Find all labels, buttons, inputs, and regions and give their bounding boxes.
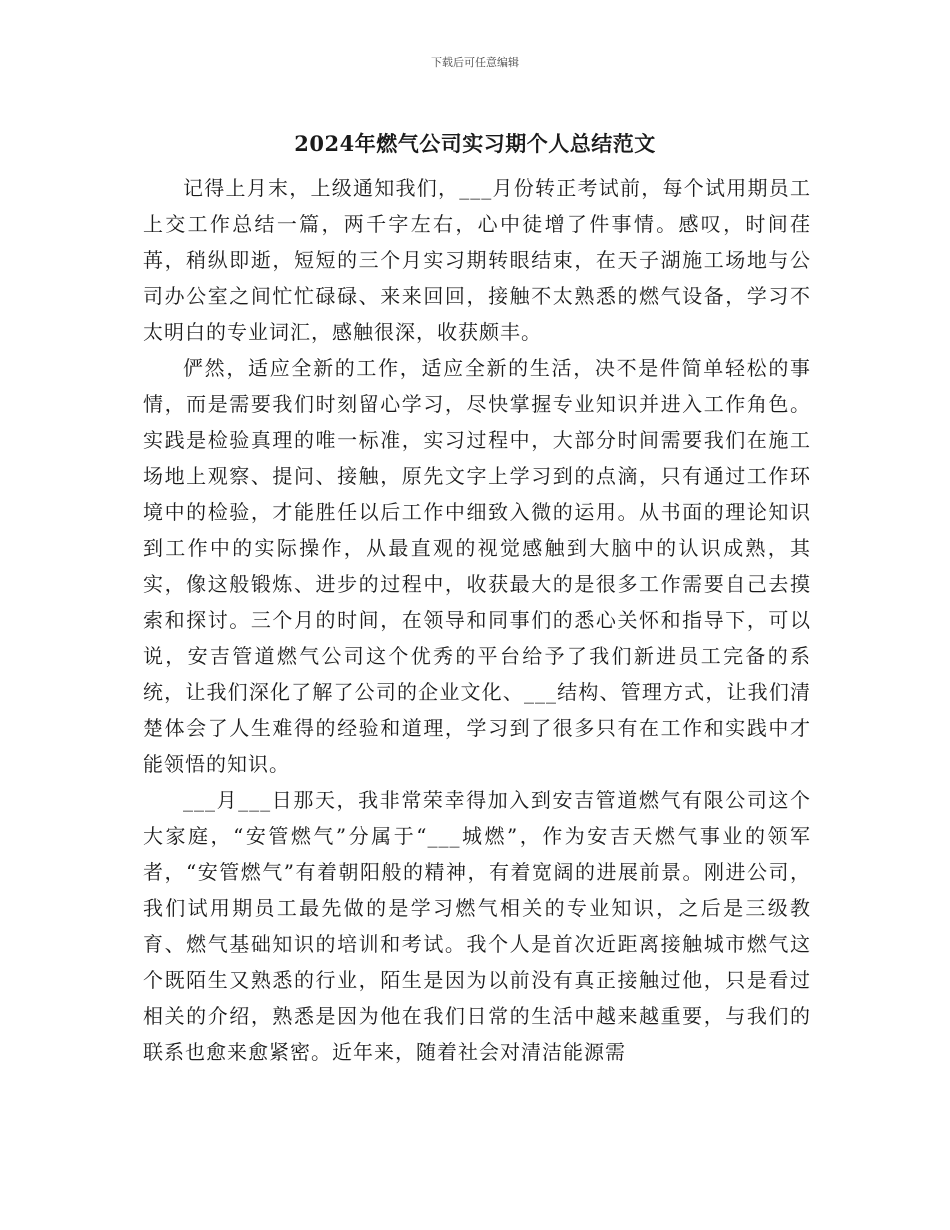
header-note: 下载后可任意编辑 [431,56,519,69]
document-body [143,170,811,1070]
paragraph-1: 记得上月末，上级通知我们，___月份转正考试前，每个试用期员工上交工作总结一篇，两千字左右，心中徒增了件事情。感叹，时间荏苒，稍纵即逝，短短的三个月实习期转眼结束，在天子湖施工场地与公司办公室之间忙忙碌碌、来来回回，接触不太熟悉的燃气设备，学习不太明白的专业词汇，感触很深，收获颇丰。 [143,176,811,344]
paragraph-3: ___月___日那天，我非常荣幸得加入到安吉管道燃气有限公司这个大家庭，“安管燃气”分属于“___城燃”，作为安吉天燃气事业的领军者，“安管燃气”有着朝阳般的精神，有着宽阔的进展前景。刚进公司，我们试用期员工最先做的是学习燃气相关的专业知识，之后是三级教育、燃气基础知识的培训和考试。我个人是首次近距离接触城市燃气这个既陌生又熟悉的行业，陌生是因为以前没有真正接触过他，只是看过相关的介绍，熟悉是因为他在我们日常的生活中越来越重要，与我们的联系也愈来愈紧密。近年来，随着社会对清洁能源需 [143,788,811,1064]
paragraph-2: 俨然，适应全新的工作，适应全新的生活，决不是件简单轻松的事情，而是需要我们时刻留心学习，尽快掌握专业知识并进入工作角色。实践是检验真理的唯一标准，实习过程中，大部分时间需要我们在施工场地上观察、提问、接触，原先文字上学习到的点滴，只有通过工作环境中的检验，才能胜任以后工作中细致入微的运用。从书面的理论知识到工作中的实际操作，从最直观的视觉感触到大脑中的认识成熟，其实，像这般锻炼、进步的过程中，收获最大的是很多工作需要自己去摸索和探讨。三个月的时间，在领导和同事们的悉心关怀和指导下，可以说，安吉管道燃气公司这个优秀的平台给予了我们新进员工完备的系统，让我们深化了解了公司的企业文化、___结构、管理方式，让我们清楚体会了人生难得的经验和道理，学习到了很多只有在工作和实践中才能领悟的知识。 [143,356,811,776]
document-title: 2024年燃气公司实习期个人总结范文 [294,131,656,156]
